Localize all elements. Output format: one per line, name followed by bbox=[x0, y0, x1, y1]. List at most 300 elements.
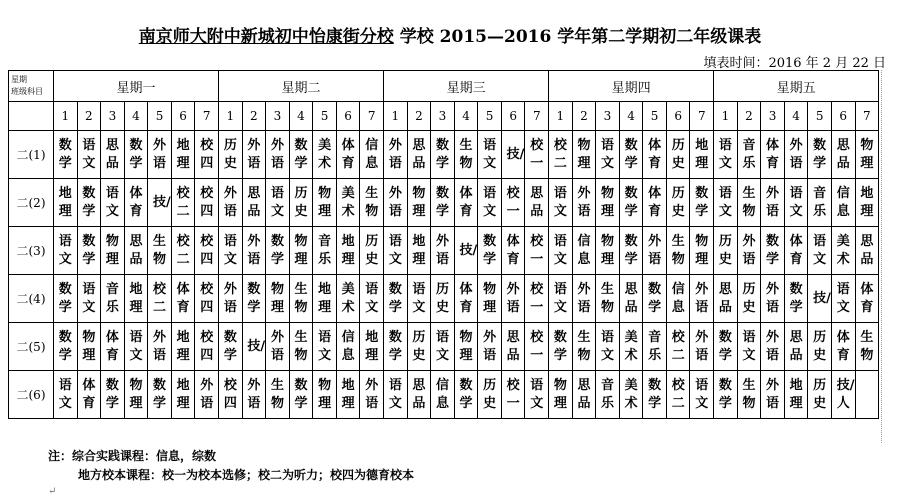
subject-label: 思品 bbox=[105, 137, 119, 171]
subject-label: 外语 bbox=[506, 281, 520, 315]
subject-cell bbox=[171, 275, 195, 323]
subject-label: 外语 bbox=[648, 233, 662, 267]
subject-label: 校一 bbox=[506, 185, 520, 219]
subject-label: 生物 bbox=[294, 329, 308, 363]
subject-label: 语文 bbox=[601, 329, 615, 363]
subject-label: 体育 bbox=[341, 137, 355, 171]
period-number: 6 bbox=[501, 102, 525, 131]
subject-label: 生物 bbox=[459, 137, 473, 171]
period-number: 2 bbox=[737, 102, 761, 131]
subject-label: 数学 bbox=[483, 233, 497, 267]
subject-label: 思品 bbox=[836, 137, 850, 171]
subject-label: 数学 bbox=[82, 233, 96, 267]
subject-label: 语文 bbox=[58, 377, 72, 411]
margin-line bbox=[881, 70, 882, 443]
subject-label: 体育 bbox=[105, 329, 119, 363]
subject-label: 外语 bbox=[223, 281, 237, 315]
subject-cell bbox=[431, 179, 455, 227]
fill-time: 填表时间：2016 年 2 月 22 日 bbox=[703, 56, 886, 71]
subject-cell bbox=[384, 275, 408, 323]
subject-label: 物理 bbox=[318, 377, 332, 411]
subject-label: 历史 bbox=[365, 233, 379, 267]
subject-cell bbox=[454, 131, 478, 179]
subject-label: 数学 bbox=[553, 329, 567, 363]
subject-label: 外语 bbox=[742, 233, 756, 267]
subject-label: 物理 bbox=[860, 137, 874, 171]
subject-label: 思品 bbox=[718, 281, 732, 315]
subject-cell bbox=[77, 275, 101, 323]
period-number-blank bbox=[9, 102, 54, 131]
subject-label: 地理 bbox=[412, 233, 426, 267]
subject-label: 语文 bbox=[82, 137, 96, 171]
subject-label: 物理 bbox=[483, 281, 497, 315]
subject-cell bbox=[690, 371, 714, 419]
subject-cell bbox=[619, 179, 643, 227]
subject-label: 外语 bbox=[200, 377, 214, 411]
subject-label: 校二 bbox=[153, 281, 167, 315]
subject-label: 地理 bbox=[789, 377, 803, 411]
subject-label: 外语 bbox=[483, 329, 497, 363]
subject-cell bbox=[148, 179, 172, 227]
subject-cell bbox=[478, 179, 502, 227]
subject-label: 数学 bbox=[294, 377, 308, 411]
subject-cell bbox=[54, 179, 78, 227]
subject-cell bbox=[690, 227, 714, 275]
subject-cell bbox=[219, 275, 243, 323]
subject-label: 数学 bbox=[129, 137, 143, 171]
subject-cell bbox=[431, 227, 455, 275]
subject-label: 外语 bbox=[270, 329, 284, 363]
subject-label: 校四 bbox=[223, 377, 237, 411]
subject-label: 数学 bbox=[294, 137, 308, 171]
subject-label: 地理 bbox=[176, 377, 190, 411]
subject-label: 语文 bbox=[412, 281, 426, 315]
subject-cell bbox=[242, 275, 266, 323]
subject-label: 数学 bbox=[58, 137, 72, 171]
subject-label: 物理 bbox=[601, 185, 615, 219]
subject-label: 校二 bbox=[176, 185, 190, 219]
subject-cell bbox=[454, 227, 478, 275]
subject-cell bbox=[124, 227, 148, 275]
subject-cell bbox=[407, 371, 431, 419]
subject-cell bbox=[313, 131, 337, 179]
subject-label: 体育 bbox=[82, 377, 96, 411]
subject-cell bbox=[219, 323, 243, 371]
subject-cell bbox=[690, 179, 714, 227]
subject-label: 外语 bbox=[388, 185, 402, 219]
subject-label: 技/ bbox=[459, 242, 478, 258]
subject-cell bbox=[666, 275, 690, 323]
subject-cell bbox=[478, 131, 502, 179]
subject-label: 物理 bbox=[577, 137, 591, 171]
subject-cell bbox=[77, 323, 101, 371]
subject-label: 信息 bbox=[577, 233, 591, 267]
subject-label: 思品 bbox=[789, 329, 803, 363]
subject-cell bbox=[784, 275, 808, 323]
subject-label: 思品 bbox=[860, 233, 874, 267]
subject-cell bbox=[761, 323, 785, 371]
subject-cell bbox=[431, 371, 455, 419]
subject-label: 体育 bbox=[648, 185, 662, 219]
subject-cell bbox=[54, 371, 78, 419]
subject-cell bbox=[714, 227, 738, 275]
subject-label: 历史 bbox=[671, 137, 685, 171]
subject-label: 数学 bbox=[718, 377, 732, 411]
subject-cell bbox=[714, 131, 738, 179]
subject-cell bbox=[549, 371, 573, 419]
subject-label: 语文 bbox=[789, 185, 803, 219]
subject-label: 数学 bbox=[388, 281, 402, 315]
subject-cell bbox=[831, 371, 855, 419]
subject-label: 音乐 bbox=[742, 137, 756, 171]
subject-cell bbox=[219, 227, 243, 275]
subject-label: 外语 bbox=[153, 329, 167, 363]
subject-label: 地理 bbox=[318, 281, 332, 315]
period-number: 7 bbox=[525, 102, 549, 131]
subject-label: 校一 bbox=[530, 329, 544, 363]
subject-label: 数学 bbox=[270, 233, 284, 267]
subject-label: 美术 bbox=[624, 377, 638, 411]
subject-cell bbox=[831, 323, 855, 371]
subject-label: 校四 bbox=[200, 329, 214, 363]
subject-cell bbox=[572, 371, 596, 419]
subject-cell bbox=[549, 323, 573, 371]
subject-cell bbox=[761, 275, 785, 323]
subject-label: 物理 bbox=[695, 233, 709, 267]
subject-cell bbox=[289, 323, 313, 371]
day-header-fri: 星期五 bbox=[714, 71, 879, 102]
period-number: 6 bbox=[831, 102, 855, 131]
subject-label: 外语 bbox=[577, 281, 591, 315]
subject-label: 物理 bbox=[129, 377, 143, 411]
subject-cell bbox=[77, 131, 101, 179]
subject-cell bbox=[171, 179, 195, 227]
subject-label: 地理 bbox=[365, 329, 379, 363]
subject-cell bbox=[195, 323, 219, 371]
subject-cell bbox=[195, 275, 219, 323]
subject-label: 校一 bbox=[530, 281, 544, 315]
subject-label: 体育 bbox=[506, 233, 520, 267]
subject-cell bbox=[336, 131, 360, 179]
subject-label: 数学 bbox=[718, 329, 732, 363]
subject-label: 数学 bbox=[153, 377, 167, 411]
subject-label: 信息 bbox=[836, 185, 850, 219]
subject-label: 校四 bbox=[200, 137, 214, 171]
subject-label: 校一 bbox=[506, 377, 520, 411]
subject-label: 生物 bbox=[742, 185, 756, 219]
subject-cell bbox=[289, 275, 313, 323]
subject-label: 语文 bbox=[270, 185, 284, 219]
subject-cell bbox=[572, 227, 596, 275]
subject-cell bbox=[855, 131, 879, 179]
note-line-2: 地方校本课程：校一为校本选修；校二为听力；校四为德育校本 bbox=[78, 468, 415, 482]
subject-label: 校四 bbox=[200, 281, 214, 315]
subject-label: 历史 bbox=[294, 185, 308, 219]
subject-label: 数学 bbox=[82, 185, 96, 219]
subject-label: 语文 bbox=[553, 281, 567, 315]
subject-cell bbox=[148, 371, 172, 419]
subject-label: 外语 bbox=[247, 137, 261, 171]
subject-cell bbox=[289, 179, 313, 227]
subject-label: 外语 bbox=[695, 281, 709, 315]
subject-label: 技/ bbox=[813, 290, 831, 306]
subject-label: 音乐 bbox=[648, 329, 662, 363]
subject-cell bbox=[831, 179, 855, 227]
subject-cell bbox=[124, 371, 148, 419]
subject-cell bbox=[219, 131, 243, 179]
subject-cell bbox=[855, 179, 879, 227]
subject-label: 校一 bbox=[530, 137, 544, 171]
subject-label: 生物 bbox=[153, 233, 167, 267]
subject-cell bbox=[266, 275, 290, 323]
subject-label: 地理 bbox=[129, 281, 143, 315]
subject-label: 历史 bbox=[483, 377, 497, 411]
class-name: 二(5) bbox=[9, 323, 54, 371]
subject-label: 信息 bbox=[671, 281, 685, 315]
period-number: 1 bbox=[219, 102, 243, 131]
subject-cell bbox=[195, 371, 219, 419]
subject-cell bbox=[666, 371, 690, 419]
subject-label: 语文 bbox=[836, 281, 850, 315]
subject-cell bbox=[596, 275, 620, 323]
period-number: 1 bbox=[54, 102, 78, 131]
subject-cell bbox=[171, 227, 195, 275]
subject-cell bbox=[737, 179, 761, 227]
subject-label: 生物 bbox=[860, 329, 874, 363]
class-row bbox=[9, 371, 879, 419]
subject-cell bbox=[737, 227, 761, 275]
subject-cell bbox=[478, 227, 502, 275]
subject-cell bbox=[242, 179, 266, 227]
timetable-body bbox=[9, 131, 879, 419]
subject-cell bbox=[784, 179, 808, 227]
subject-label: 数学 bbox=[388, 329, 402, 363]
subject-label: 技/ bbox=[153, 194, 171, 210]
subject-cell bbox=[525, 131, 549, 179]
subject-cell bbox=[501, 227, 525, 275]
subject-label: 信息 bbox=[365, 137, 379, 171]
subject-cell bbox=[714, 371, 738, 419]
subject-label: 数学 bbox=[435, 137, 449, 171]
subject-cell bbox=[148, 227, 172, 275]
period-number: 5 bbox=[313, 102, 337, 131]
class-name: 二(4) bbox=[9, 275, 54, 323]
subject-cell bbox=[242, 227, 266, 275]
period-number: 2 bbox=[572, 102, 596, 131]
period-number: 7 bbox=[195, 102, 219, 131]
day-header-row bbox=[9, 71, 879, 102]
subject-label: 地理 bbox=[695, 137, 709, 171]
subject-label: 外语 bbox=[223, 185, 237, 219]
subject-cell bbox=[761, 131, 785, 179]
subject-label: 数学 bbox=[247, 281, 261, 315]
subject-cell bbox=[690, 131, 714, 179]
subject-cell bbox=[431, 131, 455, 179]
subject-cell bbox=[195, 179, 219, 227]
subject-cell bbox=[407, 179, 431, 227]
subject-cell bbox=[384, 323, 408, 371]
subject-cell bbox=[266, 131, 290, 179]
subject-cell bbox=[478, 275, 502, 323]
subject-cell bbox=[101, 131, 125, 179]
period-number-row bbox=[9, 102, 879, 131]
subject-label: 音乐 bbox=[105, 281, 119, 315]
page-title bbox=[0, 22, 900, 47]
subject-cell bbox=[525, 323, 549, 371]
subject-cell bbox=[360, 323, 384, 371]
subject-cell bbox=[784, 323, 808, 371]
subject-label: 校二 bbox=[671, 377, 685, 411]
day-header-thu: 星期四 bbox=[549, 71, 714, 102]
subject-cell bbox=[313, 323, 337, 371]
subject-label: 数学 bbox=[105, 377, 119, 411]
subject-label: 外语 bbox=[247, 377, 261, 411]
subject-cell bbox=[266, 227, 290, 275]
subject-label: 语文 bbox=[58, 233, 72, 267]
subject-cell bbox=[407, 227, 431, 275]
note-line-1: 注：综合实践课程：信息，综数 bbox=[48, 449, 217, 463]
subject-label: 校四 bbox=[200, 233, 214, 267]
subject-label: 数学 bbox=[624, 185, 638, 219]
subject-cell bbox=[761, 227, 785, 275]
subject-label: 数学 bbox=[624, 137, 638, 171]
subject-label: 数学 bbox=[624, 233, 638, 267]
paragraph-mark: ↵ bbox=[48, 486, 57, 497]
subject-label: 数学 bbox=[435, 185, 449, 219]
subject-cell bbox=[54, 323, 78, 371]
subject-cell bbox=[690, 323, 714, 371]
subject-cell bbox=[289, 227, 313, 275]
class-name: 二(1) bbox=[9, 131, 54, 179]
subject-label: 外语 bbox=[435, 233, 449, 267]
subject-cell bbox=[195, 131, 219, 179]
subject-cell bbox=[384, 131, 408, 179]
subject-cell bbox=[619, 323, 643, 371]
subject-cell bbox=[124, 179, 148, 227]
subject-cell bbox=[266, 323, 290, 371]
subject-cell bbox=[855, 371, 879, 419]
class-row bbox=[9, 179, 879, 227]
subject-label: 外语 bbox=[766, 329, 780, 363]
subject-label: 校二 bbox=[176, 233, 190, 267]
subject-cell bbox=[501, 323, 525, 371]
day-header-tue: 星期二 bbox=[219, 71, 384, 102]
subject-cell bbox=[407, 275, 431, 323]
subject-label: 语文 bbox=[695, 377, 709, 411]
subject-label: 生物 bbox=[577, 329, 591, 363]
class-row bbox=[9, 275, 879, 323]
subject-cell bbox=[384, 179, 408, 227]
subject-cell bbox=[313, 275, 337, 323]
subject-label: 体育 bbox=[129, 185, 143, 219]
subject-label: 思品 bbox=[129, 233, 143, 267]
corner-top-label: 星期 bbox=[11, 75, 27, 84]
subject-cell bbox=[219, 179, 243, 227]
subject-cell bbox=[855, 227, 879, 275]
subject-cell bbox=[643, 371, 667, 419]
subject-cell bbox=[808, 275, 832, 323]
period-number: 7 bbox=[360, 102, 384, 131]
subject-label: 地理 bbox=[341, 233, 355, 267]
subject-label: 美术 bbox=[341, 185, 355, 219]
subject-label: 外语 bbox=[365, 377, 379, 411]
subject-cell bbox=[572, 131, 596, 179]
subject-label: 历史 bbox=[718, 233, 732, 267]
subject-cell bbox=[336, 371, 360, 419]
subject-cell bbox=[525, 179, 549, 227]
period-number: 3 bbox=[596, 102, 620, 131]
class-name: 二(2) bbox=[9, 179, 54, 227]
subject-cell bbox=[596, 227, 620, 275]
subject-label: 语文 bbox=[105, 185, 119, 219]
corner-bottom-label: 班级科目 bbox=[11, 87, 43, 96]
subject-label: 美术 bbox=[836, 233, 850, 267]
subject-cell bbox=[289, 131, 313, 179]
subject-label: 数学 bbox=[223, 329, 237, 363]
subject-cell bbox=[454, 179, 478, 227]
subject-cell bbox=[454, 371, 478, 419]
subject-cell bbox=[360, 131, 384, 179]
subject-cell bbox=[572, 275, 596, 323]
subject-cell bbox=[690, 275, 714, 323]
period-number: 2 bbox=[242, 102, 266, 131]
period-number: 2 bbox=[407, 102, 431, 131]
period-number: 3 bbox=[761, 102, 785, 131]
subject-cell bbox=[784, 131, 808, 179]
subject-label: 音乐 bbox=[601, 377, 615, 411]
period-number: 6 bbox=[336, 102, 360, 131]
subject-label: 体育 bbox=[860, 281, 874, 315]
subject-cell bbox=[808, 323, 832, 371]
period-number: 7 bbox=[690, 102, 714, 131]
subject-cell bbox=[714, 323, 738, 371]
subject-label: 语文 bbox=[718, 137, 732, 171]
subject-cell bbox=[666, 227, 690, 275]
subject-cell bbox=[737, 131, 761, 179]
subject-cell bbox=[501, 371, 525, 419]
subject-cell bbox=[831, 275, 855, 323]
subject-cell bbox=[407, 323, 431, 371]
subject-label: 物理 bbox=[318, 185, 332, 219]
subject-label: 体育 bbox=[836, 329, 850, 363]
class-row bbox=[9, 131, 879, 179]
subject-label: 外语 bbox=[695, 329, 709, 363]
subject-label: 技/ bbox=[506, 146, 525, 162]
subject-cell bbox=[525, 227, 549, 275]
subject-cell bbox=[501, 179, 525, 227]
subject-cell bbox=[242, 131, 266, 179]
subject-cell bbox=[360, 371, 384, 419]
subject-label: 思品 bbox=[247, 185, 261, 219]
subject-label: 音乐 bbox=[318, 233, 332, 267]
subject-label: 历史 bbox=[223, 137, 237, 171]
subject-cell bbox=[643, 131, 667, 179]
period-number: 1 bbox=[714, 102, 738, 131]
subject-label: 体育 bbox=[459, 185, 473, 219]
subject-cell bbox=[596, 371, 620, 419]
subject-cell bbox=[666, 323, 690, 371]
subject-cell bbox=[855, 323, 879, 371]
subject-label: 语文 bbox=[718, 185, 732, 219]
period-number: 5 bbox=[148, 102, 172, 131]
subject-cell bbox=[101, 275, 125, 323]
subject-label: 外语 bbox=[247, 233, 261, 267]
subject-label: 数学 bbox=[459, 377, 473, 411]
subject-cell bbox=[148, 275, 172, 323]
class-name: 二(6) bbox=[9, 371, 54, 419]
subject-cell bbox=[549, 227, 573, 275]
subject-cell bbox=[171, 131, 195, 179]
